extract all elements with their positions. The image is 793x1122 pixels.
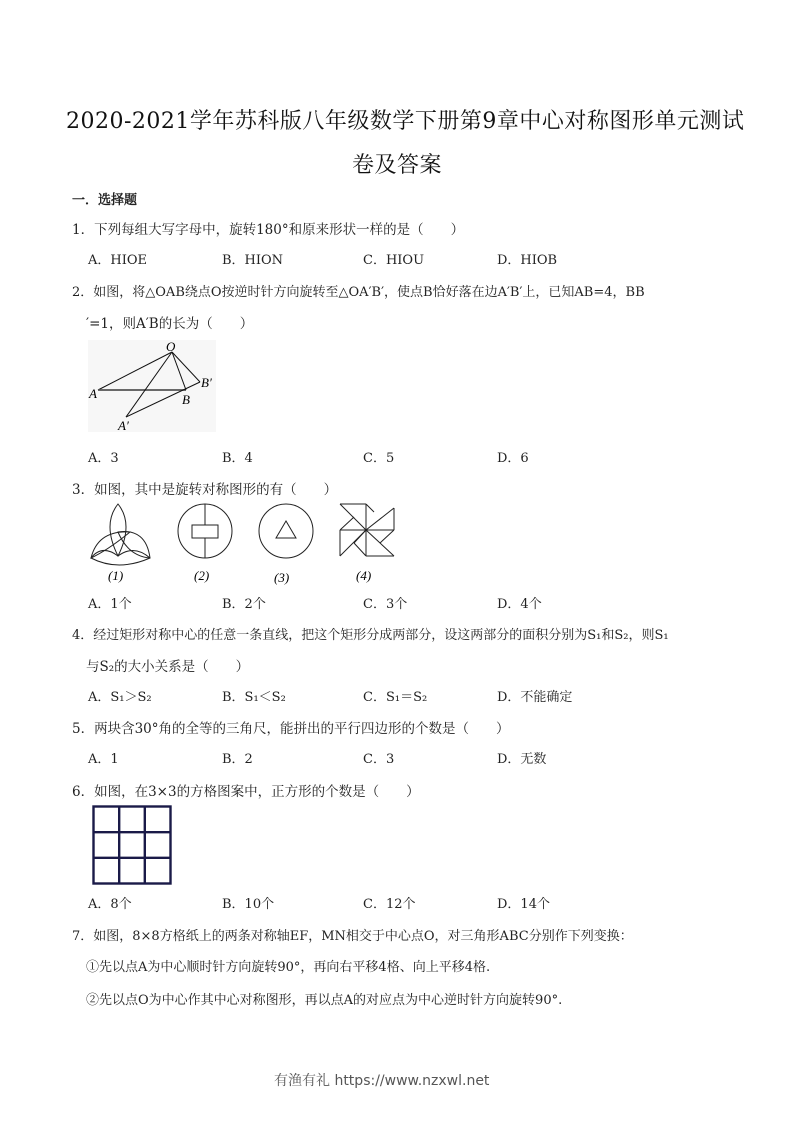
q2-option-b: B．4 xyxy=(222,451,253,466)
question-7-stem: 7．如图，8×8方格纸上的两条对称轴EF，MN相交于中心点O，对三角形ABC分别作下列变换： xyxy=(72,929,633,944)
question-7-sub1: ①先以点A为中心顺时针方向旋转90°，再向右平移4格、向上平移4格. xyxy=(86,960,491,975)
question-6-stem: 6．如图，在3×3的方格图案中，正方形的个数是（ ） xyxy=(72,784,420,800)
fig-label-2: (2) xyxy=(194,568,210,583)
q5-option-b: B．2 xyxy=(222,752,253,767)
q1-option-d: D．HIOB xyxy=(497,253,558,268)
q1-option-a: A．HIOE xyxy=(88,253,148,268)
q4-option-a: A．S₁＞S₂ xyxy=(88,690,152,705)
q3-option-c: C．3个 xyxy=(363,597,408,612)
fig-label-4: (4) xyxy=(356,568,372,583)
question-3-stem: 3．如图，其中是旋转对称图形的有（ ） xyxy=(72,482,338,498)
q6-option-d: D．14个 xyxy=(497,897,550,912)
label-o: O xyxy=(166,340,176,354)
question-5-stem: 5．两块含30°角的全等的三角尺，能拼出的平行四边形的个数是（ ） xyxy=(72,721,510,737)
rotation-symmetry-figures xyxy=(88,500,408,586)
section-heading: 一．选择题 xyxy=(72,193,138,208)
document-title-line2: 卷及答案 xyxy=(352,153,443,178)
q6-option-c: C．12个 xyxy=(363,897,416,912)
svg-text:B: B xyxy=(182,392,190,407)
q5-option-a: A．1 xyxy=(88,752,119,767)
q3-option-b: B．2个 xyxy=(222,597,266,612)
fig-label-1: (1) xyxy=(108,568,124,583)
question-7-sub2: ②先以点O为中心作其中心对称图形，再以点A的对应点为中心逆时针方向旋转90°. xyxy=(86,993,563,1008)
document-title-line1: 2020-2021学年苏科版八年级数学下册第9章中心对称图形单元测试 xyxy=(66,109,745,134)
question-4-stem-line2: 与S₂的大小关系是（ ） xyxy=(86,659,250,675)
q4-option-c: C．S₁＝S₂ xyxy=(363,690,428,705)
q4-option-b: B．S₁＜S₂ xyxy=(222,690,286,705)
question-1-stem: 1．下列每组大写字母中，旋转180°和原来形状一样的是（ ） xyxy=(72,222,465,238)
svg-text:B′: B′ xyxy=(201,375,212,390)
q2-option-a: A．3 xyxy=(88,451,119,466)
q3-option-a: A．1个 xyxy=(88,597,132,612)
question-2-stem-line1: 2．如图，将△OAB绕点O按逆时针方向旋转至△OA′B′，使点B恰好落在边A′B′上，已知AB=4，BB xyxy=(72,285,645,300)
q5-option-d: D．无数 xyxy=(497,752,547,767)
question-4-stem-line1: 4．经过矩形对称中心的任意一条直线，把这个矩形分成两部分，设这两部分的面积分别为S₁和S₂，则S₁ xyxy=(72,628,669,643)
grid-3x3-figure xyxy=(92,805,172,885)
q1-option-c: C．HIOU xyxy=(363,253,425,268)
svg-text:A: A xyxy=(89,386,97,401)
footer-watermark: 有渔有礼 https://www.nzxwl.net xyxy=(274,1073,490,1089)
q3-option-d: D．4个 xyxy=(497,597,542,612)
fig-label-3: (3) xyxy=(274,570,290,585)
q1-option-b: B．HION xyxy=(222,253,284,268)
q4-option-d: D．不能确定 xyxy=(497,690,573,705)
svg-text:A′: A′ xyxy=(118,418,129,432)
rotation-triangle-figure xyxy=(88,340,216,432)
q5-option-c: C．3 xyxy=(363,752,395,767)
q6-option-a: A．8个 xyxy=(88,897,132,912)
q2-option-d: D．6 xyxy=(497,451,529,466)
q2-option-c: C．5 xyxy=(363,451,395,466)
q6-option-b: B．10个 xyxy=(222,897,275,912)
question-2-stem-line2: ′=1，则A′B的长为（ ） xyxy=(86,316,254,332)
